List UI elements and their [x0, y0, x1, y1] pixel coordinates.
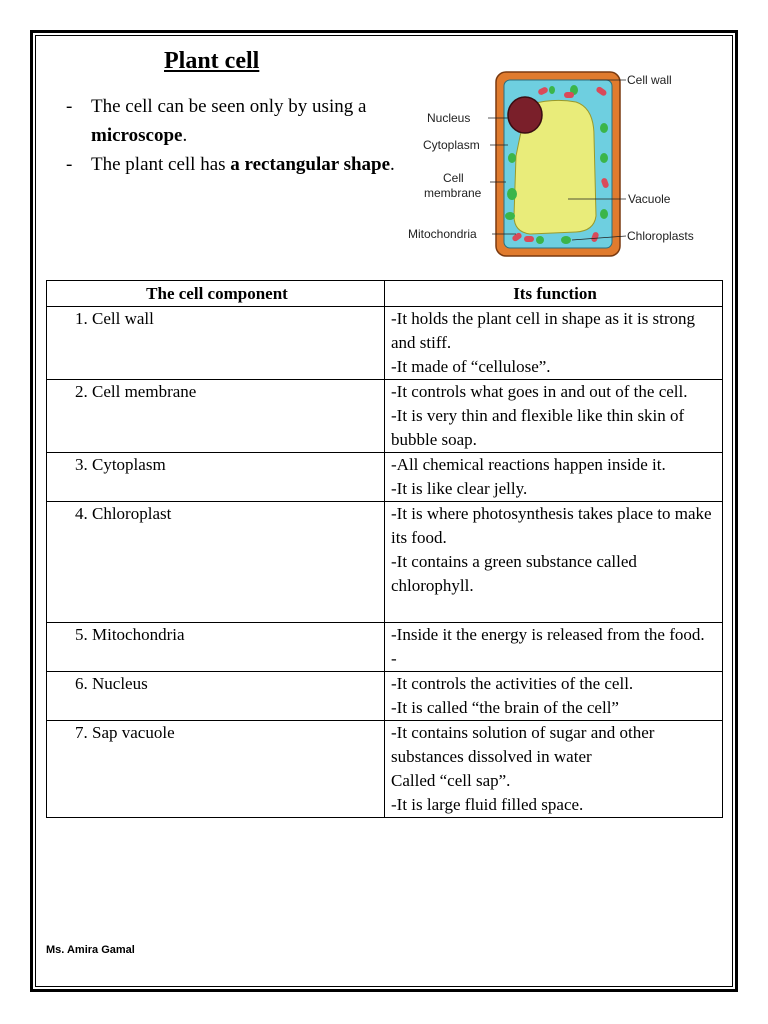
- component-cell: 2. Cell membrane: [47, 380, 385, 453]
- author-name: Ms. Amira Gamal: [46, 944, 135, 956]
- label-cell-membrane-line2: membrane: [424, 186, 482, 200]
- function-cell: [385, 307, 723, 380]
- function-line: Called “cell sap”.: [391, 771, 511, 790]
- function-line: -Inside it the energy is released from the food.: [391, 625, 705, 644]
- table-header-row: [47, 281, 723, 307]
- component-cell: 1. Cell wall: [47, 307, 385, 380]
- function-line: -It is called “the brain of the cell”: [391, 698, 619, 717]
- function-cell: [385, 623, 723, 672]
- function-line: -It holds the plant cell in shape as it is strong and stiff.: [391, 309, 696, 352]
- bullet-text: The plant cell has: [91, 154, 231, 175]
- function-cell: [385, 502, 723, 623]
- table-row: [47, 307, 723, 380]
- bullet-text-end: .: [390, 154, 395, 175]
- function-line: -: [391, 649, 397, 668]
- nucleus-shape: [508, 97, 542, 133]
- function-cell: [385, 721, 723, 818]
- label-cytoplasm: Cytoplasm: [423, 138, 480, 152]
- label-cell-membrane-line1: Cell: [443, 171, 464, 185]
- table-row: [47, 453, 723, 502]
- function-line: -It is where photosynthesis takes place to make its food.: [391, 504, 712, 547]
- table-row: [47, 672, 723, 721]
- bullet-microscope: [66, 92, 396, 150]
- label-cell-wall: Cell wall: [627, 73, 672, 87]
- label-chloroplasts: Chloroplasts: [627, 229, 694, 243]
- bullet-marker: -: [66, 96, 73, 117]
- function-line: -It made of “cellulose”.: [391, 357, 551, 376]
- function-line: -It is very thin and flexible like thin skin of bubble soap.: [391, 406, 685, 449]
- function-line: -It contains solution of sugar and other substances dissolved in water: [391, 723, 655, 766]
- component-cell: 3. Cytoplasm: [47, 453, 385, 502]
- function-line: -It controls the activities of the cell.: [391, 674, 634, 693]
- table-row: [47, 721, 723, 818]
- cell-functions-table: [46, 280, 723, 818]
- component-cell: 6. Nucleus: [47, 672, 385, 721]
- component-cell: 7. Sap vacuole: [47, 721, 385, 818]
- header-function: Its function: [385, 281, 723, 307]
- plant-cell-diagram: [404, 66, 720, 262]
- bullet-emphasis: microscope: [91, 125, 183, 146]
- function-line: -All chemical reactions happen inside it.: [391, 455, 666, 474]
- label-nucleus: Nucleus: [427, 111, 471, 125]
- bullet-marker: -: [66, 154, 73, 175]
- component-cell: 4. Chloroplast: [47, 502, 385, 623]
- function-line: -It is large fluid filled space.: [391, 795, 584, 814]
- label-mitochondria: Mitochondria: [408, 227, 477, 241]
- function-line: -It is like clear jelly.: [391, 479, 528, 498]
- table-row: [47, 623, 723, 672]
- function-line: -It controls what goes in and out of the cell.: [391, 382, 688, 401]
- component-cell: 5. Mitochondria: [47, 623, 385, 672]
- function-cell: [385, 453, 723, 502]
- bullet-text-end: .: [182, 125, 188, 146]
- table-row: [47, 380, 723, 453]
- table-row: [47, 502, 723, 623]
- label-vacuole: Vacuole: [628, 192, 671, 206]
- header-component: The cell component: [47, 281, 385, 307]
- intro-bullets: [66, 92, 396, 179]
- function-cell: [385, 380, 723, 453]
- page-title: Plant cell: [164, 48, 260, 74]
- bullet-shape: [66, 150, 396, 179]
- function-cell: [385, 672, 723, 721]
- function-line: -It contains a green substance called chlorophyll.: [391, 552, 637, 595]
- bullet-text: The cell can be seen only by using a: [91, 96, 367, 117]
- bullet-emphasis: a rectangular shape: [230, 154, 391, 175]
